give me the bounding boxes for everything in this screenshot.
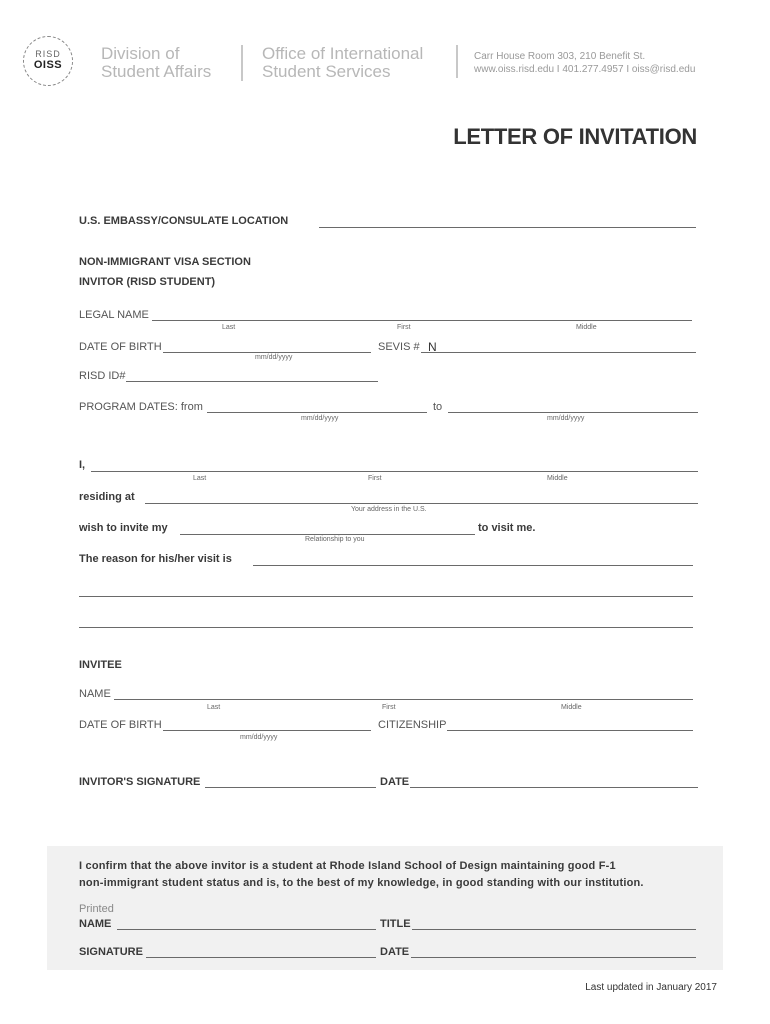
invitee-middle-hint: Middle — [561, 704, 582, 711]
program-to-field[interactable] — [448, 412, 698, 413]
section-invitor: INVITOR (RISD STUDENT) — [79, 276, 216, 288]
invitor-signature-label: INVITOR'S SIGNATURE — [79, 776, 201, 788]
program-from-hint: mm/dd/yyyy — [301, 415, 339, 422]
confirmation-text: I confirm that the above invitor is a student at Rhode Island School of Design maintaining good F-1 non-immigrant student status and is, to the best of my knowledge, in good standing with our institution. — [79, 860, 644, 889]
logo-oiss-text: OISS — [33, 59, 63, 71]
invitee-dob-label: DATE OF BIRTH — [79, 719, 162, 731]
sevis-label: SEVIS # — [378, 341, 420, 353]
reason-field-1[interactable] — [253, 565, 693, 566]
invitee-first-hint: First — [382, 704, 396, 711]
printed-name-field[interactable] — [117, 929, 376, 930]
legal-name-field[interactable] — [152, 320, 692, 321]
invitor-name-field[interactable] — [91, 471, 698, 472]
printed-title-field[interactable] — [412, 929, 696, 930]
i-label: I, — [79, 459, 86, 471]
printed-title-label: TITLE — [380, 918, 411, 930]
section-nonimmigrant: NON-IMMIGRANT VISA SECTION — [79, 256, 251, 268]
visit-label: to visit me. — [478, 522, 536, 534]
address-hint: Your address in the U.S. — [351, 506, 427, 513]
printed-name-label: NAME — [79, 918, 112, 930]
risd-id-field[interactable] — [126, 381, 378, 382]
oiss-logo — [23, 36, 73, 86]
office-name: Office of International Student Services — [262, 44, 424, 81]
header-divider-2 — [456, 45, 458, 78]
program-to-hint: mm/dd/yyyy — [547, 415, 585, 422]
relationship-field[interactable] — [180, 534, 475, 535]
embassy-label: U.S. EMBASSY/CONSULATE LOCATION — [79, 215, 289, 227]
header-divider — [241, 45, 243, 81]
reason-field-3[interactable] — [79, 627, 693, 628]
invitee-heading: INVITEE — [79, 659, 122, 671]
program-dates-label: PROGRAM DATES: from — [79, 401, 203, 413]
invitee-name-field[interactable] — [114, 699, 693, 700]
invitee-dob-field[interactable] — [163, 730, 371, 731]
reason-field-2[interactable] — [79, 596, 693, 597]
invitor-first-hint: First — [368, 475, 382, 482]
last-updated: Last updated in January 2017 — [585, 982, 717, 993]
logo-risd-text: RISD — [35, 49, 61, 59]
program-to-label: to — [433, 401, 443, 413]
invitee-dob-hint: mm/dd/yyyy — [240, 734, 278, 741]
citizenship-label: CITIZENSHIP — [378, 719, 447, 731]
contact-info: Carr House Room 303, 210 Benefit St. www.oiss.risd.edu I 401.277.4957 I oiss@risd.edu — [474, 51, 696, 75]
invitor-dob-label: DATE OF BIRTH — [79, 341, 162, 353]
invitor-last-hint: Last — [193, 475, 207, 482]
invitor-dob-hint: mm/dd/yyyy — [255, 354, 293, 361]
page-title: LETTER OF INVITATION — [453, 124, 697, 149]
legal-name-middle-hint: Middle — [576, 324, 597, 331]
relationship-hint: Relationship to you — [305, 536, 365, 543]
invitor-dob-field[interactable] — [163, 352, 371, 353]
invite-label: wish to invite my — [79, 522, 168, 534]
official-signature-label: SIGNATURE — [79, 946, 143, 958]
invitor-date-label: DATE — [380, 776, 410, 788]
legal-name-first-hint: First — [397, 324, 411, 331]
citizenship-field[interactable] — [447, 730, 693, 731]
sevis-field[interactable] — [421, 352, 696, 353]
invitor-signature-field[interactable] — [205, 787, 376, 788]
sevis-value: N — [428, 340, 437, 354]
invitee-last-hint: Last — [207, 704, 221, 711]
reason-label: The reason for his/her visit is — [79, 553, 232, 565]
official-date-field[interactable] — [411, 957, 696, 958]
embassy-field[interactable] — [319, 227, 696, 228]
invitor-date-field[interactable] — [410, 787, 698, 788]
risd-id-label: RISD ID# — [79, 370, 126, 382]
official-date-label: DATE — [380, 946, 410, 958]
residing-label: residing at — [79, 491, 135, 503]
printed-label: Printed — [79, 903, 114, 915]
invitee-name-label: NAME — [79, 688, 111, 700]
program-from-field[interactable] — [207, 412, 427, 413]
division-name: Division of Student Affairs — [101, 44, 212, 81]
invitor-middle-hint: Middle — [547, 475, 568, 482]
official-signature-field[interactable] — [146, 957, 376, 958]
legal-name-last-hint: Last — [222, 324, 236, 331]
address-field[interactable] — [145, 503, 698, 504]
legal-name-label: LEGAL NAME — [79, 309, 149, 321]
